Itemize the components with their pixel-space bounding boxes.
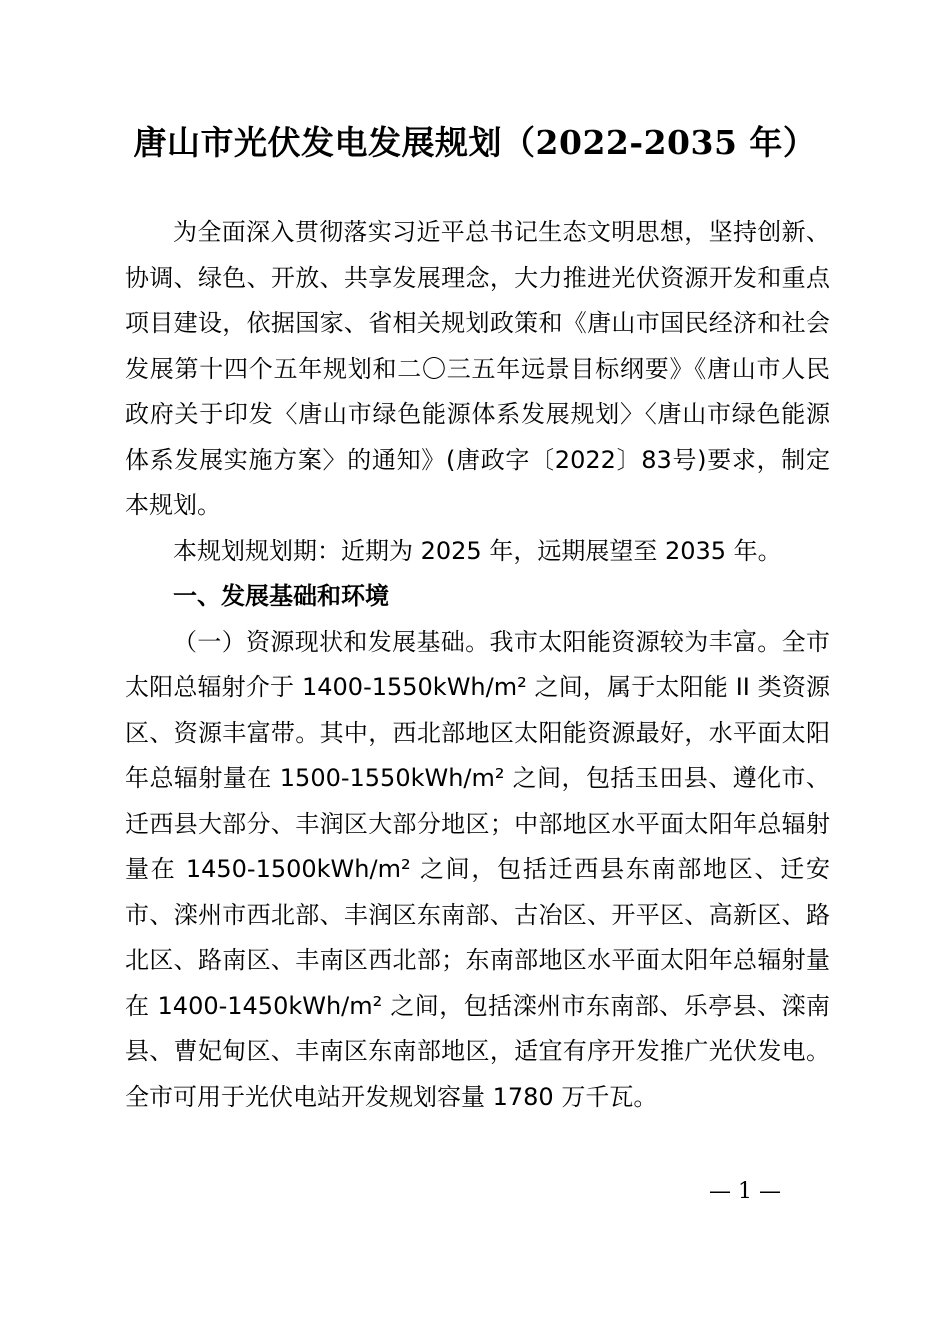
- section-heading: 一、发展基础和环境: [173, 582, 389, 610]
- document-body: [125, 210, 830, 1120]
- intro-paragraph: 为全面深入贯彻落实习近平总书记生态文明思想，坚持创新、协调、绿色、开放、共享发展理念，大力推进光伏资源开发和重点项目建设，依据国家、省相关规划政策和《唐山市国民经济和社会发展第十四个五年规划和二〇三五年远景目标纲要》《唐山市人民政府关于印发〈唐山市绿色能源体系发展规划〉〈唐山市绿色能源体系发展实施方案〉的通知》(唐政字〔2022〕83号)要求，制定本规划。: [125, 218, 830, 519]
- document-title: 唐山市光伏发电发展规划（2022-2035 年）: [133, 123, 817, 162]
- page-number: — 1 —: [709, 1179, 781, 1204]
- planning-period-paragraph: 本规划规划期：近期为 2025 年，远期展望至 2035 年。: [173, 536, 782, 565]
- resource-status-paragraph: （一）资源现状和发展基础。我市太阳能资源较为丰富。全市太阳总辐射介于 1400-1550kWh/m² 之间，属于太阳能 II 类资源区、资源丰富带。其中，西北部地区太阳能资源最好，水平面太阳年总辐射量在 1500-1550kWh/m² 之间，包括玉田县、遵化市、迁西县大部分、丰润区大部分地区；中部地区水平面太阳年总辐射量在 1450-1500kWh/m² 之间，包括迁西县东南部地区、迁安市、滦州市西北部、丰润区东南部、古冶区、开平区、高新区、路北区、路南区、丰南区西北部；东南部地区水平面太阳年总辐射量在 1400-1450kWh/m² 之间，包括滦州市东南部、乐亭县、滦南县、曹妃甸区、丰南区东南部地区，适宜有序开发推广光伏发电。全市可用于光伏电站开发规划容量 1780 万千瓦。: [125, 627, 830, 1111]
